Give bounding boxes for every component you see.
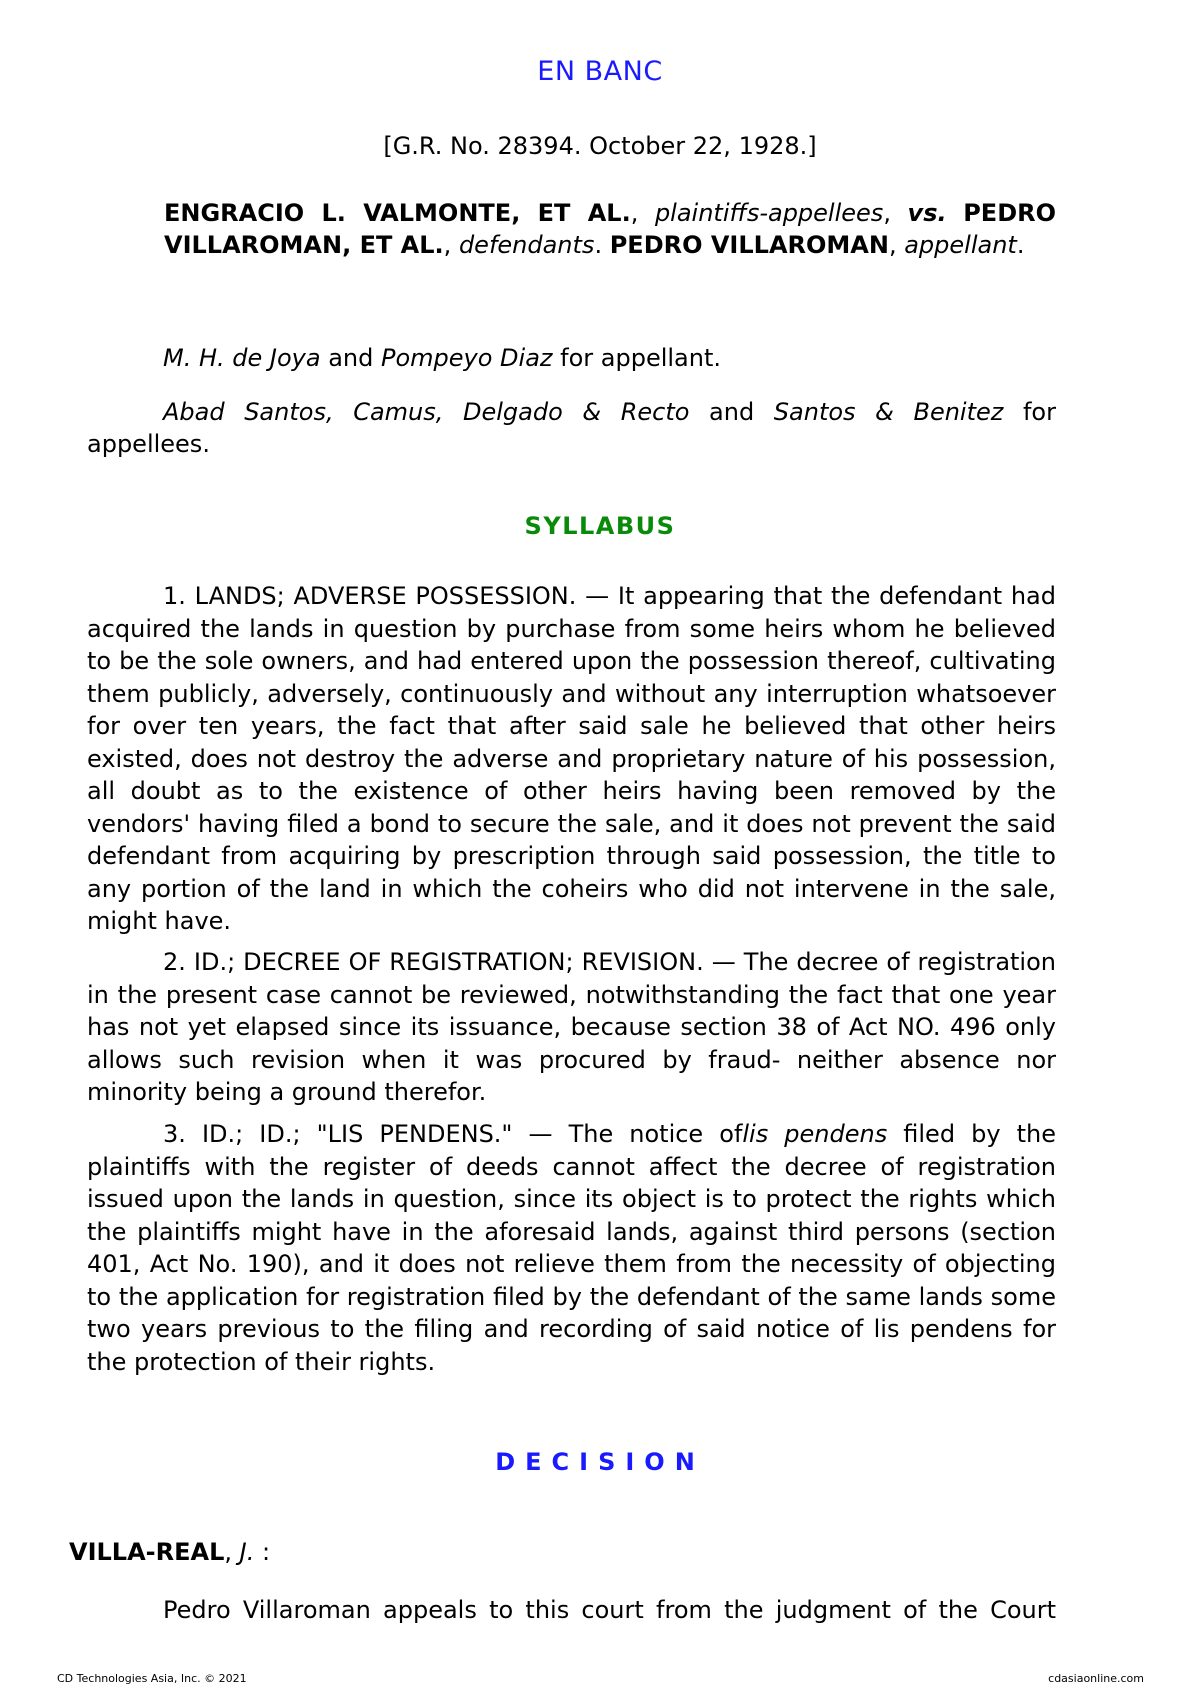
counsel-for-appellant (87, 342, 1056, 374)
appellant-role: appellant (904, 230, 1017, 259)
defendant-names: PEDRO VILLAROMAN, ET AL. (164, 199, 1056, 259)
counsel-role: for appellees. (87, 398, 1056, 458)
judge-name: VILLA-REAL (69, 1538, 225, 1566)
syllabus-text: filed by the plaintiffs with the register of deeds cannot affect the decree of registration issued upon the lands in question, since its object is to protect the rights which the plaintiffs might have in the aforesaid lands, against third persons (section 401, Act No. 190), and it does not relieve them from the necessity of objecting to the application for registration filed by the defendant of the same lands some two years previous to the filing and recording of said notice of lis pendens for the protection of their rights. (87, 1120, 1056, 1376)
separator: . (594, 230, 610, 259)
case-parties (164, 198, 1056, 261)
counsel-name: Abad Santos, Camus, Delgado & Recto (163, 398, 690, 426)
separator: . (1016, 230, 1025, 259)
counsel-for-appellees (87, 396, 1056, 460)
defendant-role: defendants (458, 230, 595, 259)
plaintiff-names: ENGRACIO L. VALMONTE, ET AL. (164, 199, 631, 227)
conjunction: and (689, 398, 774, 426)
lis-pendens-term: lis pendens (742, 1120, 888, 1148)
separator: , (224, 1538, 240, 1566)
case-number: [G.R. No. 28394. October 22, 1928.] (383, 132, 817, 160)
footer-website: cdasiaonline.com (1048, 1672, 1144, 1685)
syllabus-text: 2. ID.; DECREE OF REGISTRATION; REVISION. — The decree of registration in the present case cannot be reviewed, notwithstanding the fact that one year has not yet elapsed since its issuance, because section 38 of Act NO. 496 only allows such revision when it was procured by fraud- neither absence nor minority being a ground therefor. (87, 948, 1056, 1106)
counsel-name: Santos & Benitez (773, 398, 1004, 426)
syllabus-heading: SYLLABUS (524, 512, 676, 540)
counsel-name: M. H. de Joya (163, 344, 321, 372)
syllabus-text: 1. LANDS; ADVERSE POSSESSION. — It appearing that the defendant had acquired the lands in question by purchase from some heirs whom he believed to be the sole owners, and had entered upon the possession thereof, cultivating them publicly, adversely, continuously and without any interruption whatsoever for over ten years, the fact that after said sale he believed that other heirs existed, does not destroy the adverse and proprietary nature of his possession, all doubt as to the existence of other heirs having been removed by the vendors' having filed a bond to secure the sale, and it does not prevent the said defendant from acquiring by prescription through said possession, the title to any portion of the land in which the coheirs who did not intervene in the sale, might have. (87, 582, 1056, 935)
syllabus-text: 3. ID.; ID.; "LIS PENDENS." — The notice of (163, 1120, 743, 1148)
separator: , (883, 199, 908, 227)
judge-title: J. (239, 1538, 255, 1566)
separator: , (443, 230, 459, 259)
paragraph-text: Pedro Villaroman appeals to this court from the judgment of the Court (163, 1596, 1056, 1624)
decision-heading: DECISION (495, 1448, 705, 1476)
court-division: EN BANC (537, 56, 663, 87)
conjunction: and (320, 344, 381, 372)
footer-copyright: CD Technologies Asia, Inc. © 2021 (57, 1672, 247, 1685)
separator: , (630, 199, 655, 227)
syllabus-item-1 (87, 580, 1056, 938)
syllabus-item-2 (87, 946, 1056, 1109)
separator: , (888, 230, 905, 259)
plaintiff-role: plaintiffs-appellees (654, 199, 884, 227)
separator: : (262, 1538, 271, 1566)
counsel-role: for appellant. (552, 344, 722, 372)
counsel-name: Pompeyo Diaz (381, 344, 553, 372)
appellant-name: PEDRO VILLAROMAN (609, 230, 889, 259)
syllabus-item-3 (87, 1118, 1056, 1378)
ponente (69, 1538, 270, 1566)
versus: vs. (907, 199, 947, 227)
decision-paragraph (87, 1594, 1056, 1626)
